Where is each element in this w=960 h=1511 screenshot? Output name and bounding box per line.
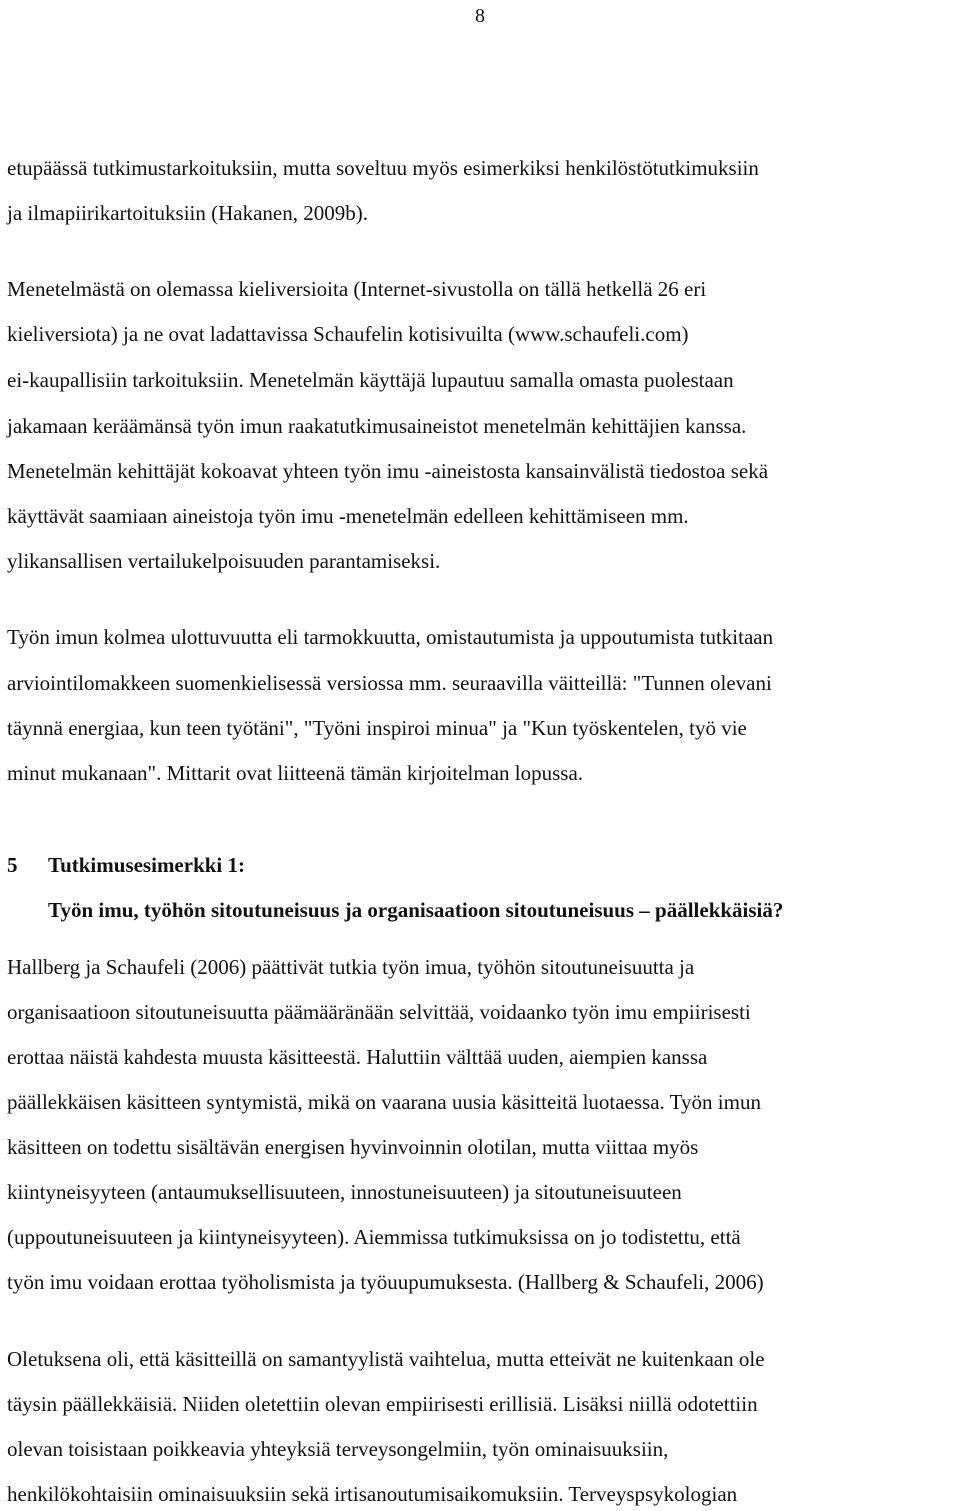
section-title: Tutkimusesimerkki 1: xyxy=(48,853,246,877)
text-line: ei-kaupallisiin tarkoituksiin. Menetelmän käyttäjä lupautuu samalla omasta puolestaan xyxy=(7,368,734,392)
text-line: henkilökohtaisiin ominaisuuksiin sekä irtisanoutumisaikomuksiin. Terveyspsykologian xyxy=(7,1482,738,1506)
text-line: työn imu voidaan erottaa työholismista ja työuupumuksesta. (Hallberg & Schaufeli, 2006) xyxy=(7,1270,764,1294)
page-number: 8 xyxy=(475,5,485,27)
text-line: olevan toisistaan poikkeavia yhteyksiä terveysongelmiin, työn ominaisuuksiin, xyxy=(7,1437,669,1461)
text-line: täynnä energiaa, kun teen työtäni", "Työni inspiroi minua" ja "Kun työskentelen, työ vie xyxy=(7,716,747,740)
text-line: (uppoutuneisuuteen ja kiintyneisyyteen). Aiemmissa tutkimuksissa on jo todistettu, että xyxy=(7,1225,741,1249)
text-line: minut mukanaan". Mittarit ovat liitteenä tämän kirjoitelman lopussa. xyxy=(7,761,584,785)
text-line: jakamaan keräämänsä työn imun raakatutkimusaineistot menetelmän kehittäjien kanssa. xyxy=(7,414,747,438)
text-line: Oletuksena oli, että käsitteillä on samantyylistä vaihtelua, mutta etteivät ne kuitenkaan ole xyxy=(7,1347,765,1371)
section-subtitle: Työn imu, työhön sitoutuneisuus ja organisaatioon sitoutuneisuus – päällekkäisiä? xyxy=(48,898,784,922)
text-line: Työn imun kolmea ulottuvuutta eli tarmokkuutta, omistautumista ja uppoutumista tutkitaan xyxy=(7,625,774,649)
text-line: etupäässä tutkimustarkoituksiin, mutta soveltuu myös esimerkiksi henkilöstötutkimuksiin xyxy=(7,156,759,180)
text-line: erottaa näistä kahdesta muusta käsitteestä. Haluttiin välttää uuden, aiempien kanssa xyxy=(7,1045,708,1069)
text-line: ylikansallisen vertailukelpoisuuden parantamiseksi. xyxy=(7,549,441,573)
text-line: ja ilmapiirikartoituksiin (Hakanen, 2009b). xyxy=(7,201,368,225)
text-line: kieliversiota) ja ne ovat ladattavissa Schaufelin kotisivuilta (www.schaufeli.com) xyxy=(7,322,689,346)
text-line: Menetelmästä on olemassa kieliversioita (Internet-sivustolla on tällä hetkellä 26 eri xyxy=(7,277,707,301)
text-line: kiintyneisyyteen (antaumuksellisuuteen, innostuneisuuteen) ja sitoutuneisuuteen xyxy=(7,1180,682,1204)
text-line: täysin päällekkäisiä. Niiden oletettiin olevan empiirisesti erillisiä. Lisäksi niillä odotettiin xyxy=(7,1392,758,1416)
text-line: arviointilomakkeen suomenkielisessä versiossa mm. seuraavilla väitteillä: "Tunnen olevani xyxy=(7,671,772,695)
section-number: 5 xyxy=(7,853,18,877)
text-line: organisaatioon sitoutuneisuutta päämääränään selvittää, voidaanko työn imu empiirisesti xyxy=(7,1000,751,1024)
text-line: päällekkäisen käsitteen syntymistä, mikä on vaarana uusia käsitteitä luotaessa. Työn imun xyxy=(7,1090,761,1114)
text-line: Hallberg ja Schaufeli (2006) päättivät tutkia työn imua, työhön sitoutuneisuutta ja xyxy=(7,955,695,979)
text-line: käsitteen on todettu sisältävän energisen hyvinvoinnin olotilan, mutta viittaa myös xyxy=(7,1135,699,1159)
text-line: käyttävät saamiaan aineistoja työn imu -menetelmän edelleen kehittämiseen mm. xyxy=(7,504,689,528)
text-line: Menetelmän kehittäjät kokoavat yhteen työn imu -aineistosta kansainvälistä tiedostoa sekä xyxy=(7,459,769,483)
